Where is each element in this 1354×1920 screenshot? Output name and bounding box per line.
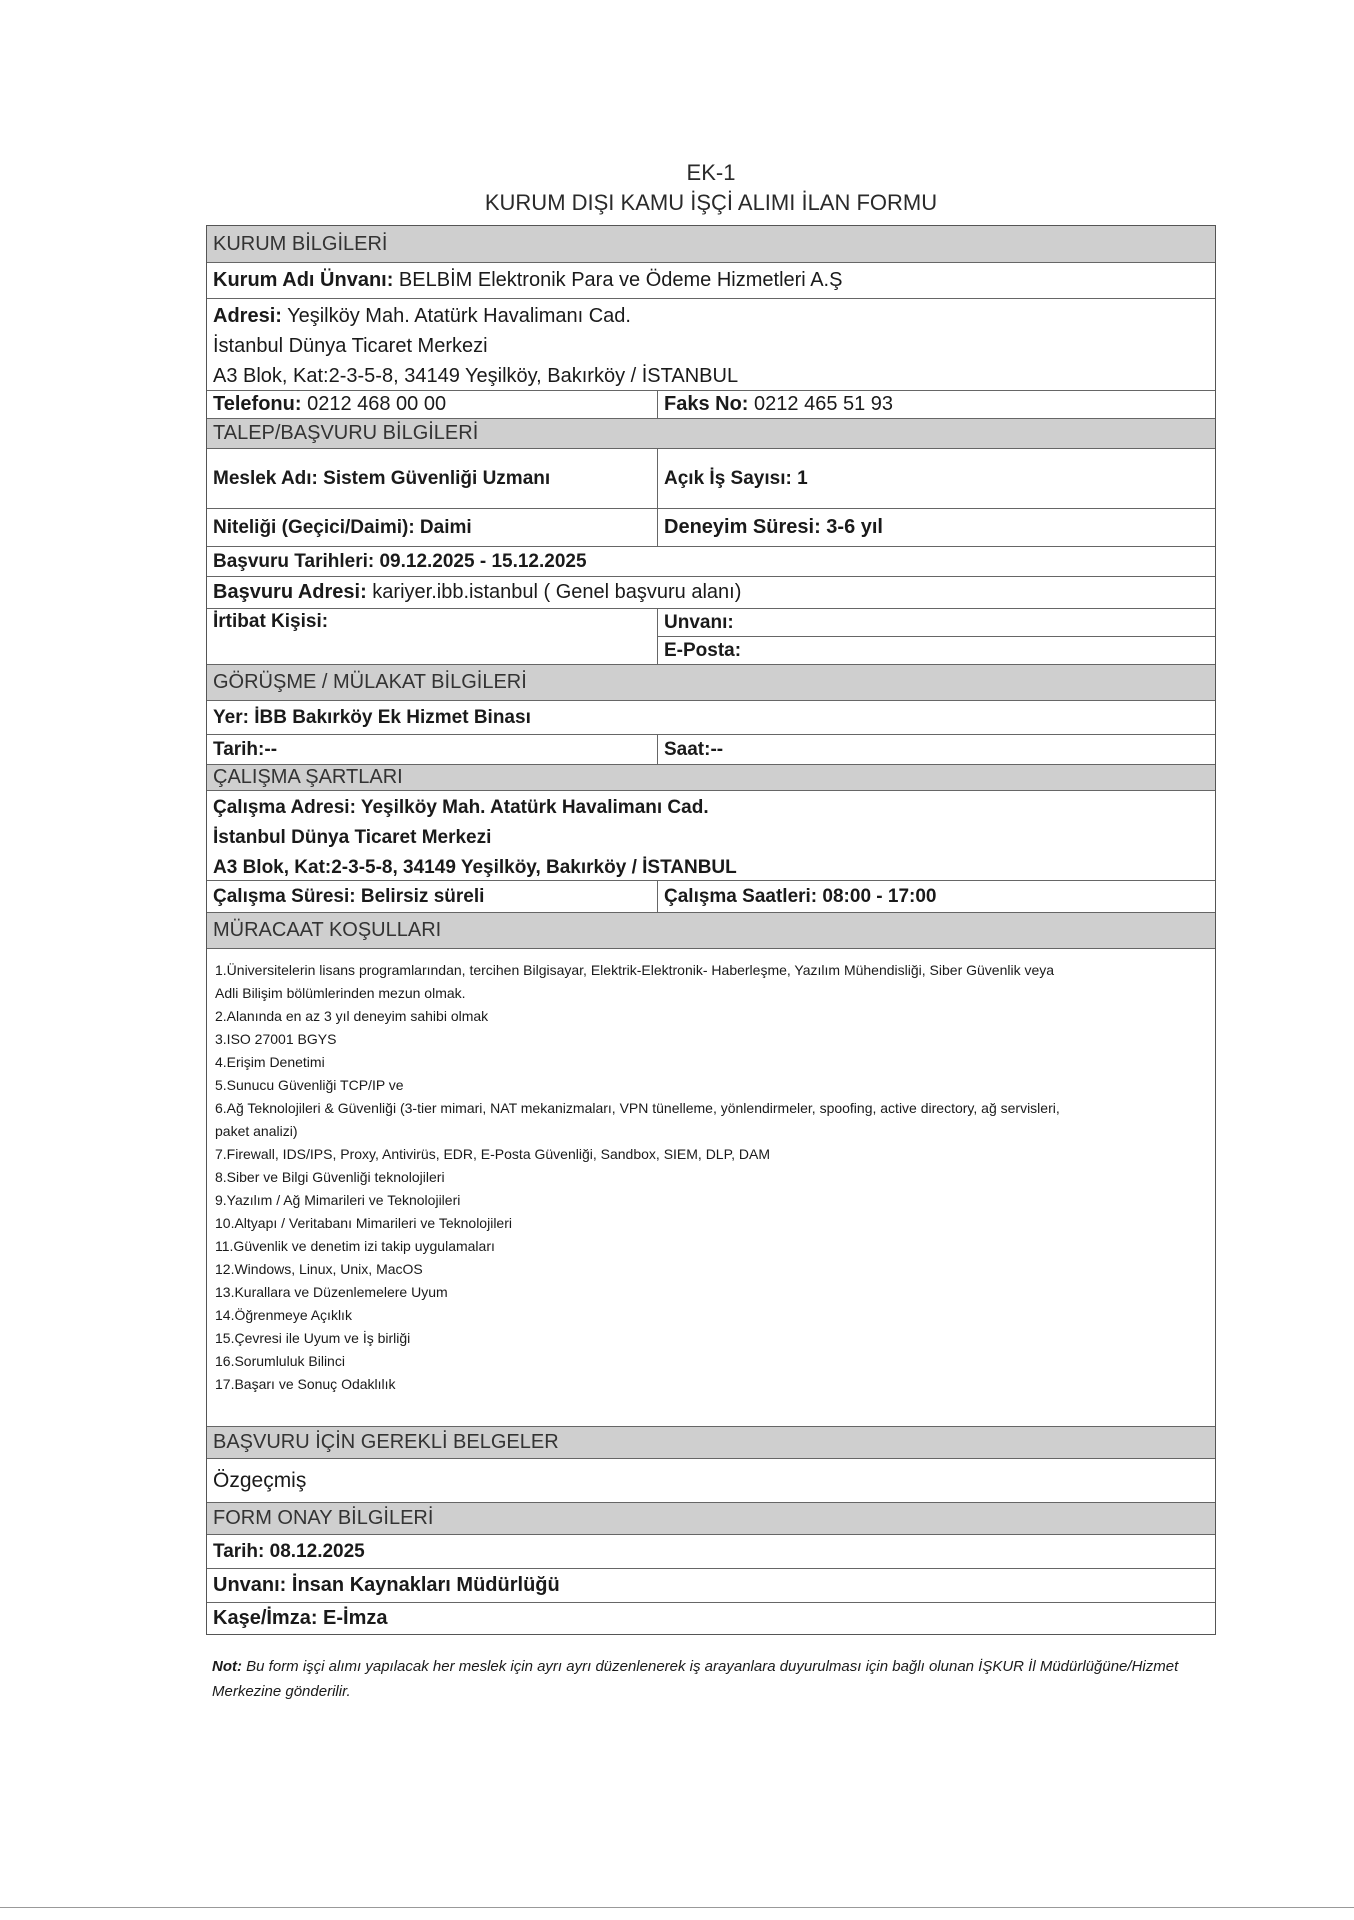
requirement-item: 12.Windows, Linux, Unix, MacOS	[215, 1261, 423, 1277]
annex-label: EK-1	[686, 160, 736, 185]
phone-value: 0212 468 00 00	[301, 393, 447, 415]
application-address-row	[207, 576, 1215, 608]
requirement-item: 14.Öğrenmeye Açıklık	[215, 1307, 352, 1323]
work-hours: Çalışma Saatleri: 08:00 - 17:00	[664, 885, 937, 907]
work-address-line-1: Çalışma Adresi: Yeşilköy Mah. Atatürk Havalimanı Cad.	[213, 797, 709, 818]
institution-name-label: Kurum Adı Ünvanı:	[213, 269, 394, 291]
requirement-item: 3.ISO 27001 BGYS	[215, 1031, 337, 1047]
contact-title-label: Unvanı:	[658, 609, 1215, 637]
required-document: Özgeçmiş	[213, 1468, 307, 1492]
section-title: GÖRÜŞME / MÜLAKAT BİLGİLERİ	[213, 671, 527, 693]
section-belgeler-header	[207, 1426, 1215, 1458]
requirement-item: 13.Kurallara ve Düzenlemelere Uyum	[215, 1284, 448, 1300]
requirement-item: 7.Firewall, IDS/IPS, Proxy, Antivirüs, EDR, E-Posta Güvenliği, Sandbox, SIEM, DLP, DAM	[215, 1146, 771, 1162]
occupation-row	[207, 448, 1215, 508]
requirement-item: 16.Sorumluluk Bilinci	[215, 1353, 345, 1369]
address-line-1: Yeşilköy Mah. Atatürk Havalimanı Cad.	[281, 305, 631, 327]
approval-title-row	[207, 1568, 1215, 1602]
application-dates: Başvuru Tarihleri: 09.12.2025 - 15.12.2025	[213, 550, 587, 572]
work-address-row	[207, 790, 1215, 880]
section-calisma-header	[207, 764, 1215, 790]
application-dates-row	[207, 546, 1215, 576]
requirements-row	[207, 948, 1215, 1426]
requirement-item: 8.Siber ve Bilgi Güvenliği teknolojileri	[215, 1169, 445, 1185]
work-address-line-2: İstanbul Dünya Ticaret Merkezi	[213, 827, 492, 848]
section-onay-header	[207, 1502, 1215, 1534]
requirement-item: 17.Başarı ve Sonuç Odaklılık	[215, 1376, 396, 1392]
section-kurum-header	[207, 226, 1215, 262]
interview-hour: Saat:--	[664, 738, 724, 760]
work-duration: Çalışma Süresi: Belirsiz süreli	[207, 881, 658, 912]
section-title: KURUM BİLGİLERİ	[213, 232, 388, 255]
section-title: BAŞVURU İÇİN GEREKLİ BELGELER	[213, 1431, 559, 1453]
contact-email-label: E-Posta:	[664, 640, 742, 661]
contact-row	[207, 390, 1215, 418]
address-line-2: İstanbul Dünya Ticaret Merkezi	[213, 335, 488, 357]
interview-time-row	[207, 734, 1215, 764]
approval-date: Tarih: 08.12.2025	[213, 1540, 365, 1562]
job-nature: Niteliği (Geçici/Daimi): Daimi	[207, 509, 658, 546]
section-title: ÇALIŞMA ŞARTLARI	[213, 766, 403, 788]
phone-label: Telefonu:	[213, 393, 302, 415]
announcement-form	[206, 225, 1216, 1635]
fax-label: Faks No:	[664, 393, 749, 415]
requirement-item: 2.Alanında en az 3 yıl deneyim sahibi olmak	[215, 1008, 489, 1024]
requirement-item: 5.Sunucu Güvenliği TCP/IP ve	[215, 1077, 404, 1093]
requirement-item: 9.Yazılım / Ağ Mimarileri ve Teknolojileri	[215, 1192, 461, 1208]
institution-address-row	[207, 298, 1215, 390]
requirement-item: 15.Çevresi ile Uyum ve İş birliği	[215, 1330, 411, 1346]
form-title: KURUM DIŞI KAMU İŞÇİ ALIMI İLAN FORMU	[484, 190, 938, 215]
work-duration-row	[207, 880, 1215, 912]
application-address-value: kariyer.ibb.istanbul ( Genel başvuru alanı)	[366, 581, 742, 603]
requirement-item: 11.Güvenlik ve denetim izi takip uygulamaları	[215, 1238, 495, 1254]
note-text: Bu form işçi alımı yapılacak her meslek için ayrı ayrı düzenlenerek iş arayanlara duyurulması için bağlı olunan İŞKUR İl Müdürlüğüne/Hizmet Merkezine gönderilir.	[212, 1658, 1179, 1700]
section-muracaat-header	[207, 912, 1215, 948]
occupation-name: Meslek Adı: Sistem Güvenliği Uzmanı	[207, 449, 658, 508]
page-bottom-rule	[0, 1907, 1354, 1908]
contact-person-label: İrtibat Kişisi:	[207, 609, 658, 664]
requirement-item: 6.Ağ Teknolojileri & Güvenliği (3-tier mimari, NAT mekanizmaları, VPN tünelleme, yönlendirmeler, spoofing, active directory, ağ servisleri,	[215, 1100, 1060, 1116]
address-label: Adresi:	[213, 305, 282, 327]
requirement-item: 4.Erişim Denetimi	[215, 1054, 325, 1070]
requirement-item: 1.Üniversitelerin lisans programlarından, tercihen Bilgisayar, Elektrik-Elektronik- Haberleşme, Yazılım Mühendisliği, Siber Güvenlik veya	[215, 962, 1055, 978]
section-title: TALEP/BAŞVURU BİLGİLERİ	[213, 422, 479, 444]
note-label: Not:	[212, 1658, 242, 1675]
address-line-3: A3 Blok, Kat:2-3-5-8, 34149 Yeşilköy, Bakırköy / İSTANBUL	[213, 365, 739, 387]
approval-title: Unvanı: İnsan Kaynakları Müdürlüğü	[213, 1574, 560, 1596]
open-positions: Açık İş Sayısı: 1	[664, 467, 808, 489]
interview-location: Yer: İBB Bakırköy Ek Hizmet Binası	[213, 706, 531, 728]
footer-note	[212, 1654, 1212, 1704]
nature-row	[207, 508, 1215, 546]
contact-person-row	[207, 608, 1215, 664]
requirement-item: paket analizi)	[215, 1123, 298, 1139]
requirement-item: 10.Altyapı / Veritabanı Mimarileri ve Teknolojileri	[215, 1215, 512, 1231]
institution-name-value: BELBİM Elektronik Para ve Ödeme Hizmetleri A.Ş	[393, 269, 843, 291]
application-address-label: Başvuru Adresi:	[213, 581, 367, 603]
documents-row	[207, 1458, 1215, 1502]
section-gorusme-header	[207, 664, 1215, 700]
section-talep-header	[207, 418, 1215, 448]
requirements-list	[207, 949, 1066, 1426]
requirement-item: Adli Bilişim bölümlerinden mezun olmak.	[215, 985, 466, 1001]
section-title: FORM ONAY BİLGİLERİ	[213, 1507, 434, 1529]
section-title: MÜRACAAT KOŞULLARI	[213, 919, 442, 941]
fax-value: 0212 465 51 93	[748, 393, 894, 415]
institution-name-row	[207, 262, 1215, 298]
interview-date: Tarih:--	[207, 735, 658, 764]
interview-location-row	[207, 700, 1215, 734]
approval-stamp-row	[207, 1602, 1215, 1634]
work-address-line-3: A3 Blok, Kat:2-3-5-8, 34149 Yeşilköy, Bakırköy / İSTANBUL	[213, 857, 737, 878]
experience-duration: Deneyim Süresi: 3-6 yıl	[664, 516, 883, 538]
approval-stamp: Kaşe/İmza: E-İmza	[213, 1607, 388, 1629]
approval-date-row	[207, 1534, 1215, 1568]
